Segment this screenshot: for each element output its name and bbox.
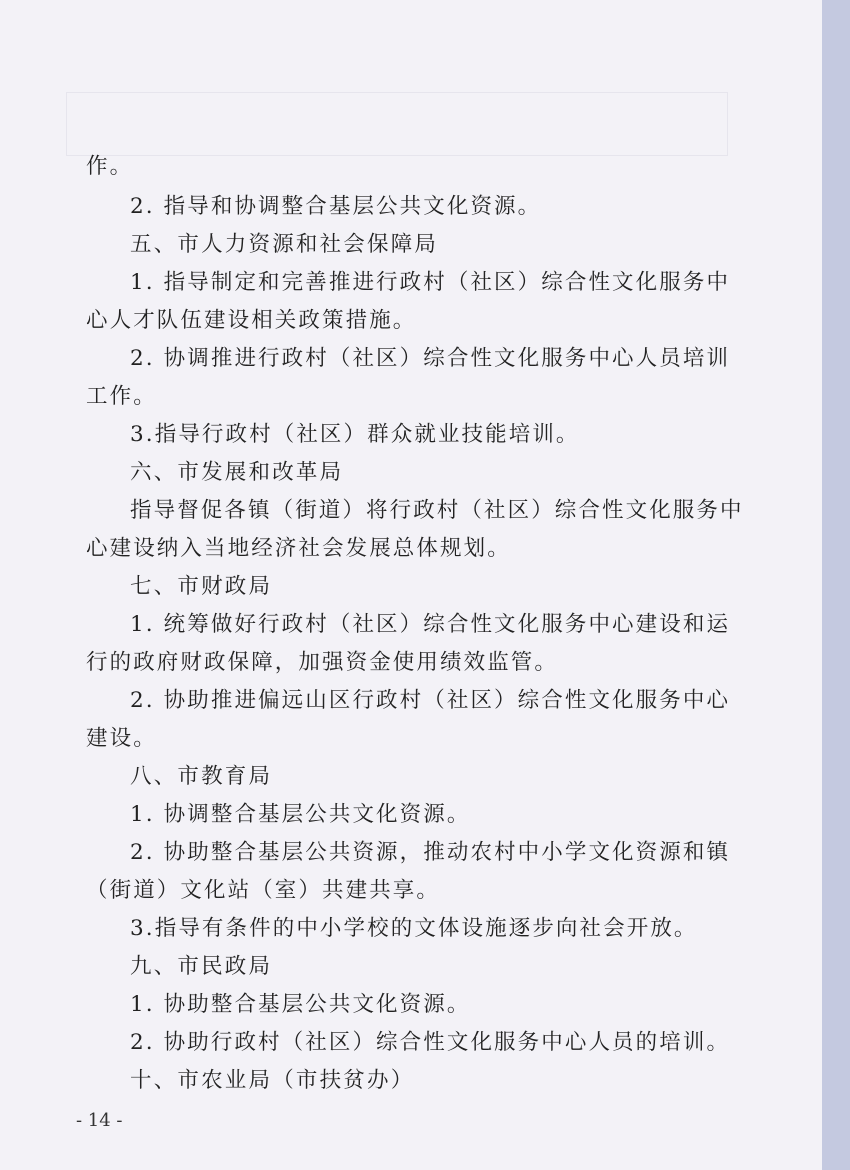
text-line: 建设。 [86,726,157,751]
text-line: 工作。 [86,384,157,409]
page-number: - 14 - [76,1110,123,1131]
text-line: 心人才队伍建设相关政策措施。 [86,308,417,333]
section-heading: 七、市财政局 [130,574,273,599]
text-line: 2. 协助整合基层公共资源，推动农村中小学文化资源和镇 [130,840,731,865]
text-line: 1. 指导制定和完善推进行政村（社区）综合性文化服务中 [130,270,731,295]
text-line: 3.指导行政村（社区）群众就业技能培训。 [130,422,580,447]
scanner-edge [822,0,850,1170]
text-line: 1. 协调整合基层公共文化资源。 [130,802,471,827]
text-line: 2. 协调推进行政村（社区）综合性文化服务中心人员培训 [130,346,731,371]
text-line: 行的政府财政保障，加强资金使用绩效监管。 [86,650,559,675]
section-heading: 五、市人力资源和社会保障局 [130,232,439,257]
section-heading: 十、市农业局（市扶贫办） [130,1068,415,1093]
section-heading: 六、市发展和改革局 [130,460,344,485]
text-line: 作。 [86,154,134,179]
text-line: 2. 协助行政村（社区）综合性文化服务中心人员的培训。 [130,1030,731,1055]
section-heading: 八、市教育局 [130,764,273,789]
text-line: 2. 协助推进偏远山区行政村（社区）综合性文化服务中心 [130,688,731,713]
section-heading: 九、市民政局 [130,954,273,979]
text-line: 1. 统筹做好行政村（社区）综合性文化服务中心建设和运 [130,612,731,637]
bleed-through-table [66,92,728,156]
text-line: 指导督促各镇（街道）将行政村（社区）综合性文化服务中 [130,498,744,523]
text-line: 3.指导有条件的中小学校的文体设施逐步向社会开放。 [130,916,698,941]
text-line: 心建设纳入当地经济社会发展总体规划。 [86,536,511,561]
text-line: （街道）文化站（室）共建共享。 [86,878,441,903]
text-line: 2. 指导和协调整合基层公共文化资源。 [130,194,542,219]
text-line: 1. 协助整合基层公共文化资源。 [130,992,471,1017]
